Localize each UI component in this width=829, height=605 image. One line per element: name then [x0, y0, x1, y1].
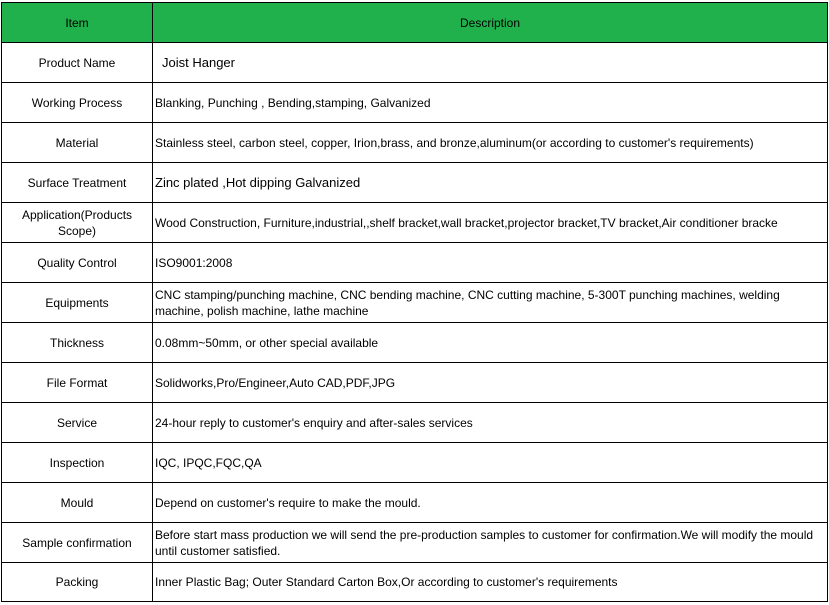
row-description: Depend on customer's require to make the mould.: [153, 483, 828, 523]
table-row: [2, 43, 828, 83]
row-description: Zinc plated ,Hot dipping Galvanized: [153, 163, 828, 203]
row-item-label: File Format: [2, 363, 153, 403]
row-description: Blanking, Punching , Bending,stamping, Galvanized: [153, 83, 828, 123]
table-row: [2, 323, 828, 363]
table-row: [2, 283, 828, 323]
row-item-label: Surface Treatment: [2, 163, 153, 203]
row-item-label: Product Name: [2, 43, 153, 83]
row-description: Solidworks,Pro/Engineer,Auto CAD,PDF,JPG: [153, 363, 828, 403]
row-item-label: Thickness: [2, 323, 153, 363]
row-description: 24-hour reply to customer's enquiry and after-sales services: [153, 403, 828, 443]
table-row: [2, 563, 828, 602]
table-header-row: [2, 3, 828, 43]
row-item-label: Application(Products Scope): [2, 203, 153, 243]
row-item-label: Service: [2, 403, 153, 443]
table-row: [2, 483, 828, 523]
header-description: Description: [153, 3, 828, 43]
row-description: ISO9001:2008: [153, 243, 828, 283]
table-row: [2, 83, 828, 123]
row-description: Inner Plastic Bag; Outer Standard Carton Box,Or according to customer's requirements: [153, 563, 828, 602]
row-description: Joist Hanger: [153, 43, 828, 83]
row-item-label: Packing: [2, 563, 153, 602]
table-row: [2, 163, 828, 203]
row-item-label: Mould: [2, 483, 153, 523]
row-item-label: Working Process: [2, 83, 153, 123]
row-item-label: Quality Control: [2, 243, 153, 283]
row-description: IQC, IPQC,FQC,QA: [153, 443, 828, 483]
table-row: [2, 443, 828, 483]
table-row: [2, 363, 828, 403]
table-row: [2, 203, 828, 243]
row-item-label: Sample confirmation: [2, 523, 153, 563]
row-item-label: Inspection: [2, 443, 153, 483]
table-row: [2, 123, 828, 163]
header-item: Item: [2, 3, 153, 43]
table-row: [2, 243, 828, 283]
row-description: 0.08mm~50mm, or other special available: [153, 323, 828, 363]
product-spec-table: [1, 2, 828, 602]
row-item-label: Material: [2, 123, 153, 163]
row-description: Stainless steel, carbon steel, copper, Irion,brass, and bronze,aluminum(or according to customer's requirements): [153, 123, 828, 163]
row-item-label: Equipments: [2, 283, 153, 323]
row-description: CNC stamping/punching machine, CNC bending machine, CNC cutting machine, 5-300T punching machines, welding machine, polish machine, lathe machine: [153, 283, 828, 323]
table-row: [2, 523, 828, 563]
table-row: [2, 403, 828, 443]
row-description: Before start mass production we will send the pre-production samples to customer for confirmation.We will modify the mould until customer satisfied.: [153, 523, 828, 563]
row-description: Wood Construction, Furniture,industrial,,shelf bracket,wall bracket,projector bracket,TV bracket,Air conditioner bracke: [153, 203, 828, 243]
